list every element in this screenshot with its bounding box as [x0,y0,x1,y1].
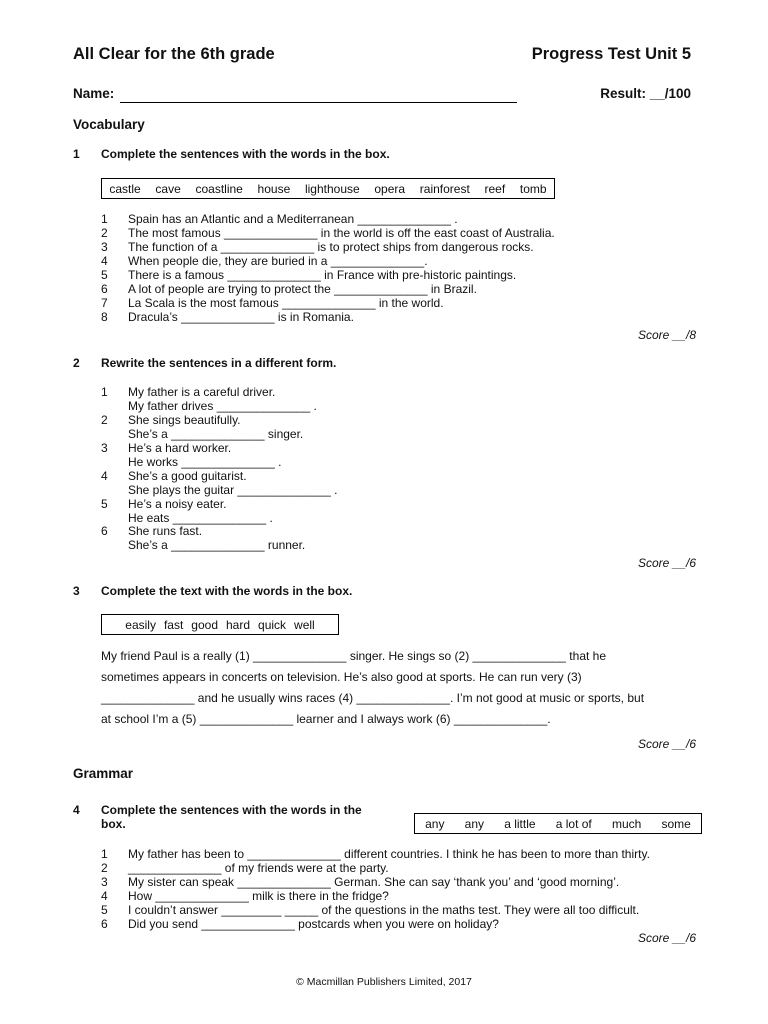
item-number: 5 [101,497,108,511]
word-box-item: coastline [195,181,243,196]
worksheet-title: All Clear for the 6th grade [73,45,275,63]
item-sentence[interactable]: When people die, they are buried in a ______________. [128,254,428,268]
word-box-item: hard [226,617,251,632]
score-label: Score __/6 [637,556,696,570]
item-sentence[interactable]: My sister can speak ______________ German. She can say ‘thank you’ and ‘good morning’. [128,875,620,889]
item-number: 2 [101,413,108,427]
item-sentence[interactable]: There is a famous ______________ in France with pre-historic paintings. [128,268,517,282]
word-box [101,178,555,199]
item-number: 6 [101,282,108,296]
section-heading-vocabulary: Vocabulary [73,117,145,132]
result-label: Result: __/100 [600,86,691,101]
gap-fill-text [101,646,701,730]
word-box [414,813,702,834]
score-label: Score __/8 [637,328,696,342]
item-sentence[interactable]: How ______________ milk is there in the fridge? [128,889,389,903]
item-number: 2 [101,226,108,240]
item-number: 4 [101,889,108,903]
item-answer-line[interactable]: He eats ______________ . [128,511,273,525]
exercise-number: 4 [73,803,80,817]
item-number: 4 [101,469,108,483]
item-number: 2 [101,861,108,875]
item-prompt: She sings beautifully. [128,413,241,427]
item-number: 7 [101,296,108,310]
item-sentence[interactable]: Spain has an Atlantic and a Mediterranean ______________ . [128,212,458,226]
word-box-item: fast [163,617,184,632]
word-box-item: castle [109,181,141,196]
exercise-instruction: Rewrite the sentences in a different form. [101,356,337,370]
item-number: 6 [101,917,108,931]
item-prompt: He’s a noisy eater. [128,497,227,511]
item-sentence[interactable]: A lot of people are trying to protect the ______________ in Brazil. [128,282,477,296]
item-number: 5 [101,903,108,917]
text-line[interactable]: ______________ and he usually wins races (4) ______________. I’m not good at music or sports, but [101,691,645,705]
word-box-item: good [191,617,218,632]
item-prompt: He’s a hard worker. [128,441,232,455]
name-label: Name: [73,86,115,101]
exercise-number: 2 [73,356,80,370]
name-field-line[interactable] [120,102,517,103]
item-sentence[interactable]: Did you send ______________ postcards when you were on holiday? [128,917,499,931]
item-number: 5 [101,268,108,282]
item-number: 1 [101,847,108,861]
item-sentence[interactable]: Dracula’s ______________ is in Romania. [128,310,354,324]
word-box-item: rainforest [419,181,470,196]
word-box-item: much [611,816,642,831]
word-box-item: house [257,181,291,196]
exercise-number: 3 [73,584,80,598]
word-box [101,614,339,635]
word-box-item: easily [125,617,156,632]
word-box-item: any [464,816,484,831]
item-number: 6 [101,524,108,538]
word-box-item: well [294,617,315,632]
copyright-footer: © Macmillan Publishers Limited, 2017 [296,976,472,988]
item-prompt: My father is a careful driver. [128,385,276,399]
word-box-item: cave [155,181,181,196]
word-box-item: any [425,816,445,831]
item-number: 1 [101,385,108,399]
item-number: 1 [101,212,108,226]
exercise-number: 1 [73,147,80,161]
score-label: Score __/6 [637,931,696,945]
item-sentence[interactable]: My father has been to ______________ different countries. I think he has been to more than thirty. [128,847,650,861]
exercise-instruction: Complete the text with the words in the box. [101,584,353,598]
item-answer-line[interactable]: She plays the guitar ______________ . [128,483,338,497]
exercise-instruction-cont: box. [101,817,126,831]
word-box-item: opera [374,181,406,196]
exercise-instruction: Complete the sentences with the words in the box. [101,147,390,161]
item-sentence[interactable]: I couldn’t answer _________ _____ of the questions in the maths test. They were all too difficult. [128,903,640,917]
exercise-instruction: Complete the sentences with the words in the [101,803,362,817]
item-number: 4 [101,254,108,268]
item-sentence[interactable]: The function of a ______________ is to protect ships from dangerous rocks. [128,240,534,254]
item-answer-line[interactable]: She’s a ______________ runner. [128,538,306,552]
item-sentence[interactable]: La Scala is the most famous ______________ in the world. [128,296,444,310]
text-line[interactable]: sometimes appears in concerts on television. He’s also good at sports. He can run very (3) [101,670,582,684]
item-prompt: She runs fast. [128,524,203,538]
item-sentence[interactable]: ______________ of my friends were at the party. [128,861,389,875]
item-number: 3 [101,875,108,889]
word-box-item: lighthouse [304,181,360,196]
section-heading-grammar: Grammar [73,766,134,781]
text-line[interactable]: My friend Paul is a really (1) ______________ singer. He sings so (2) ______________ that he [101,649,607,663]
item-number: 3 [101,240,108,254]
item-prompt: She’s a good guitarist. [128,469,247,483]
item-answer-line[interactable]: My father drives ______________ . [128,399,317,413]
item-number: 8 [101,310,108,324]
item-sentence[interactable]: The most famous ______________ in the world is off the east coast of Australia. [128,226,555,240]
score-label: Score __/6 [637,737,696,751]
text-line[interactable]: at school I’m a (5) ______________ learner and I always work (6) ______________. [101,712,551,726]
word-box-item: some [661,816,691,831]
word-box-item: reef [484,181,506,196]
word-box-item: quick [258,617,287,632]
word-box-item: a little [504,816,536,831]
item-number: 3 [101,441,108,455]
item-answer-line[interactable]: He works ______________ . [128,455,282,469]
item-answer-line[interactable]: She’s a ______________ singer. [128,427,304,441]
word-box-item: a lot of [555,816,592,831]
test-title: Progress Test Unit 5 [531,45,691,63]
word-box-item: tomb [519,181,547,196]
